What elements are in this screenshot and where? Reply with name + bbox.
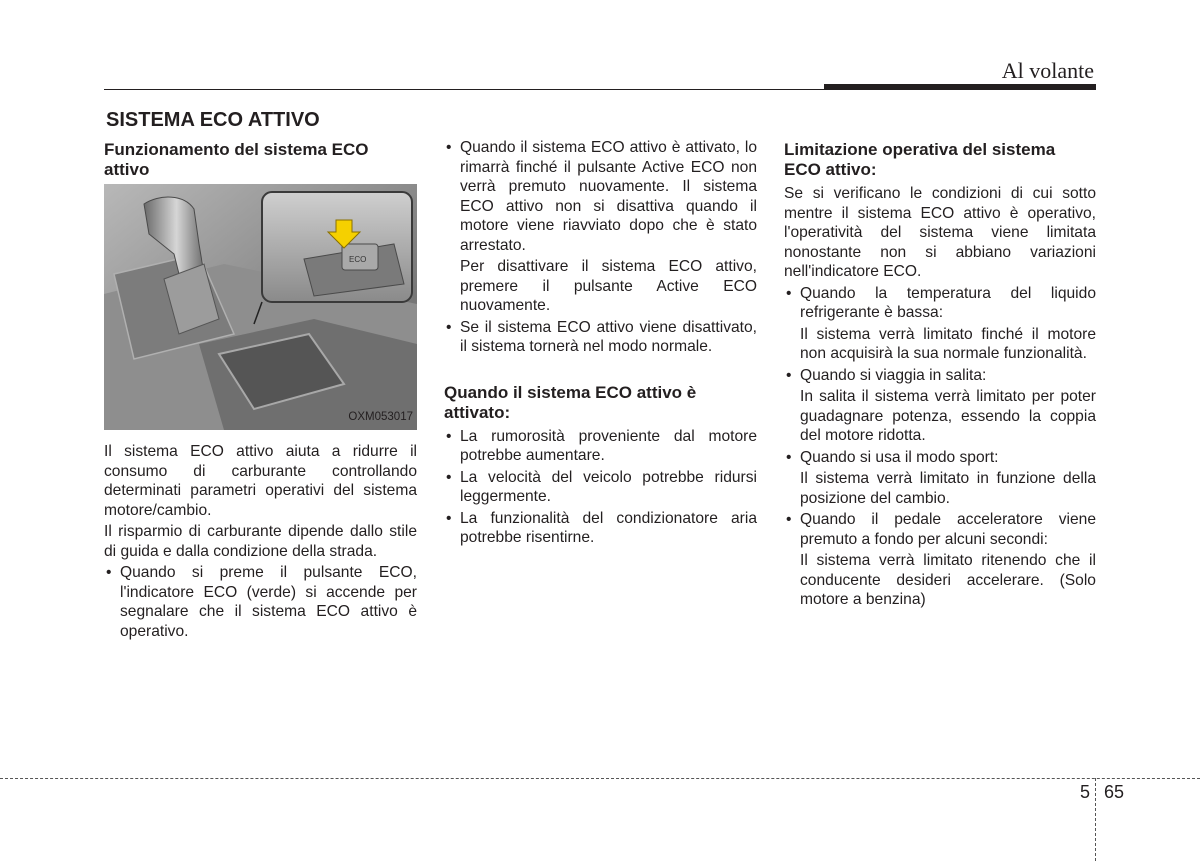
col1-paragraph-2: Il risparmio di carburante dipende dallo stile di guida e dalla condizione della strada. <box>104 523 417 560</box>
col1-heading: Funzionamento del sistema ECO attivo <box>104 140 369 179</box>
col3-bullet-3-sub: Il sistema verrà limitato in funzione della posizione del cambio. <box>800 470 1096 507</box>
col2-bullet-2: • Se il sistema ECO attivo viene disattivato, il sistema tornerà nel modo normale. <box>444 318 757 357</box>
eco-button-label: ECO <box>349 255 367 264</box>
header-rule-thin <box>104 89 824 90</box>
col2-heading: Quando il sistema ECO attivo è attivato: <box>444 382 697 422</box>
chapter-number: 5 <box>1080 782 1091 802</box>
col3-bullet-4-sub: Il sistema verrà limitato ritenendo che il conducente desideri accelerare. (Solo motore a benzina) <box>800 552 1096 608</box>
col2-bullet-list-bottom <box>444 427 757 548</box>
col1-bullet-1: • Quando si preme il pulsante ECO, l'indicatore ECO (verde) si accende per segnalare che il sistema ECO attivo è operativo. <box>104 563 417 641</box>
col3-bullet-4: • Quando il pedale acceleratore viene premuto a fondo per alcuni secondi: <box>784 510 1096 549</box>
col3-bullet-3-list <box>784 448 1096 468</box>
col3-bullet-2: • Quando si viaggia in salita: <box>784 366 1096 386</box>
col2-bullet-4: • La velocità del veicolo potrebbe ridursi leggermente. <box>444 468 757 507</box>
col1-paragraph-1: Il sistema ECO attivo aiuta a ridurre il consumo di carburante controllando determinati parametri operativi del sistema motore/cambio. <box>104 443 417 519</box>
col3-bullet-2-sub: In salita il sistema verrà limitato per poter guadagnare potenza, essendo la coppia del motore ridotta. <box>800 388 1096 444</box>
running-header: Al volante <box>1001 58 1094 83</box>
col1-bullet-list <box>104 563 417 641</box>
col3-bullet-1: • Quando la temperatura del liquido refrigerante è bassa: <box>784 284 1096 323</box>
col3-bullet-2-list <box>784 366 1096 386</box>
page-number: 65 <box>1104 782 1125 802</box>
section-title: SISTEMA ECO ATTIVO <box>106 109 320 131</box>
column-1 <box>104 140 417 643</box>
col3-bullet-1-list <box>784 284 1096 323</box>
col2-bullet-1: • Quando il sistema ECO attivo è attivato, lo rimarrà finché il pulsante Active ECO non verrà premuto nuovamente. Il sistema ECO attivo non si disattiva quando il motore viene riavviato dopo che è stato arrestato. <box>444 138 757 255</box>
col2-bullet-3: • La rumorosità proveniente dal motore potrebbe aumentare. <box>444 427 757 466</box>
column-2 <box>444 138 757 550</box>
col3-bullet-1-sub: Il sistema verrà limitato finché il motore non acquisirà la sua normale funzionalità. <box>800 325 1096 362</box>
column-3 <box>784 140 1096 612</box>
header-rule-thick <box>824 84 1096 90</box>
footer-dashed-rule <box>0 778 1200 779</box>
col3-intro: Se si verificano le condizioni di cui sotto mentre il sistema ECO attivo è operativo, l'operatività del sistema viene limitata nonostante non si abbiano variazioni nell'indicatore ECO. <box>784 185 1096 280</box>
col3-bullet-4-list <box>784 510 1096 549</box>
col2-bullet-list-top <box>444 138 757 255</box>
footer-dashed-divider <box>1095 778 1096 861</box>
col2-bullet-list-mid <box>444 318 757 357</box>
gear-console-illustration <box>104 184 417 430</box>
figure-caption: OXM053017 <box>348 410 413 423</box>
col3-bullet-3: • Quando si usa il modo sport: <box>784 448 1096 468</box>
gear-console-figure <box>104 184 417 430</box>
col3-heading: Limitazione operativa del sistema ECO attivo: <box>784 140 1056 179</box>
col2-bullet-5: • La funzionalità del condizionatore aria potrebbe risentirne. <box>444 509 757 548</box>
col2-bullet-1-sub: Per disattivare il sistema ECO attivo, premere il pulsante Active ECO nuovamente. <box>460 258 757 314</box>
